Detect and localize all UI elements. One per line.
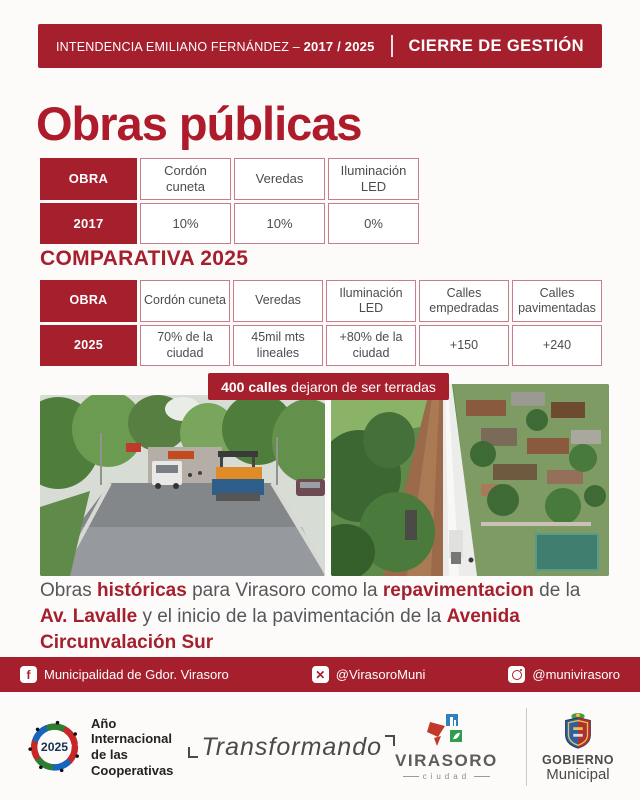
table-2017-year: 2017: [40, 203, 137, 244]
slogan-text: Transformando: [201, 732, 383, 761]
para-segment: y el inicio de la pavimentación de la: [137, 606, 447, 627]
instagram-handle: [508, 666, 620, 683]
aerial-photo-illustration: [331, 384, 609, 576]
transformando-wordmark: [188, 733, 395, 762]
coop-logo-block: [26, 711, 188, 783]
header-period: 2017 / 2025: [303, 38, 375, 54]
table-2025-value: +240: [512, 325, 602, 366]
para-highlight: Avenida Circunvalación Sur: [40, 606, 520, 653]
table-2025-value: +80% de la ciudad: [326, 325, 416, 366]
table-2025-value: +150: [419, 325, 509, 366]
para-highlight: históricas: [97, 580, 187, 601]
table-2025-header-cell: Veredas: [233, 280, 323, 322]
logo-strip: [0, 694, 640, 800]
coop-caption-line1: Año Internacional: [91, 715, 172, 747]
x-handle: [312, 666, 426, 683]
table-2025: [40, 280, 602, 366]
table-2025-header-cell: Calles empedradas: [419, 280, 509, 322]
table-2017-value: 10%: [234, 203, 325, 244]
table-2017: [40, 158, 419, 244]
gobierno-municipal-block: [542, 712, 614, 783]
para-segment: de la: [533, 580, 581, 601]
para-highlight: repavimentacion: [382, 580, 534, 601]
table-2025-header-cell: Iluminación LED: [326, 280, 416, 322]
description-paragraph: [40, 578, 606, 656]
coop-caption-line2: de las Cooperativas: [91, 747, 174, 778]
comparativa-heading: COMPARATIVA 2025: [40, 247, 249, 270]
photo-aerial-road: [331, 384, 609, 576]
virasoro-ciudad-logo: [395, 714, 498, 781]
virasoro-logo-icon: [423, 714, 469, 748]
social-bar: [0, 657, 640, 692]
table-2017-value: 0%: [328, 203, 419, 244]
virasoro-name: VIRASORO: [395, 750, 498, 770]
municipal-crest-icon: [561, 712, 595, 750]
instagram-dot: [520, 669, 522, 671]
x-label: @VirasoroMuni: [335, 667, 426, 682]
sub-dash: [403, 776, 419, 777]
table-2025-header-cell: Cordón cuneta: [140, 280, 230, 322]
street-photo-illustration: [40, 395, 325, 576]
banner-bold: 400 calles: [221, 378, 288, 395]
gobierno-line2: Municipal: [546, 765, 610, 783]
table-2017-header-cell: Cordón cuneta: [140, 158, 231, 200]
table-2017-value: 10%: [140, 203, 231, 244]
coop-caption: [91, 716, 188, 778]
bracket-start-icon: [188, 747, 198, 758]
header-divider: [391, 35, 393, 57]
page-title: Obras públicas: [36, 97, 362, 150]
cooperatives-year-logo-icon: [26, 711, 83, 783]
table-2017-header-cell: Iluminación LED: [328, 158, 419, 200]
header-program: INTENDENCIA EMILIANO FERNÁNDEZ –: [56, 39, 304, 54]
facebook-handle: [20, 666, 229, 683]
virasoro-ciudad-text: ciudad: [422, 771, 471, 781]
photo-paved-street: [40, 395, 325, 576]
facebook-icon: f: [20, 666, 37, 683]
instagram-ring: [512, 670, 522, 680]
table-2025-year: 2025: [40, 325, 137, 366]
table-2025-value: 45mil mts lineales: [233, 325, 323, 366]
header-intendencia: [56, 39, 375, 54]
virasoro-sub: [403, 772, 491, 781]
instagram-label: @munivirasoro: [532, 667, 620, 682]
x-icon: ✕: [312, 666, 329, 683]
banner-rest: dejaron de ser terradas: [287, 378, 436, 395]
table-2017-header-cell: Veredas: [234, 158, 325, 200]
header-bar: [38, 24, 602, 68]
coop-year: 2025: [40, 740, 69, 755]
table-2017-header-obra: OBRA: [40, 158, 137, 200]
facebook-label: Municipalidad de Gdor. Virasoro: [44, 667, 229, 682]
sub-dash: [474, 776, 490, 777]
instagram-icon: [508, 666, 525, 683]
para-segment: para Virasoro como la: [186, 580, 383, 601]
header-cierre: CIERRE DE GESTIÓN: [408, 36, 584, 55]
table-2025-value: 70% de la ciudad: [140, 325, 230, 366]
table-2025-header-cell: Calles pavimentadas: [512, 280, 602, 322]
table-2025-header-obra: OBRA: [40, 280, 137, 322]
para-segment: Obras: [40, 580, 98, 601]
banner-400-calles: [208, 373, 449, 400]
para-highlight: Av. Lavalle: [40, 606, 138, 627]
gobierno-line1: GOBIERNO: [541, 752, 614, 767]
bracket-end-icon: [385, 735, 395, 746]
